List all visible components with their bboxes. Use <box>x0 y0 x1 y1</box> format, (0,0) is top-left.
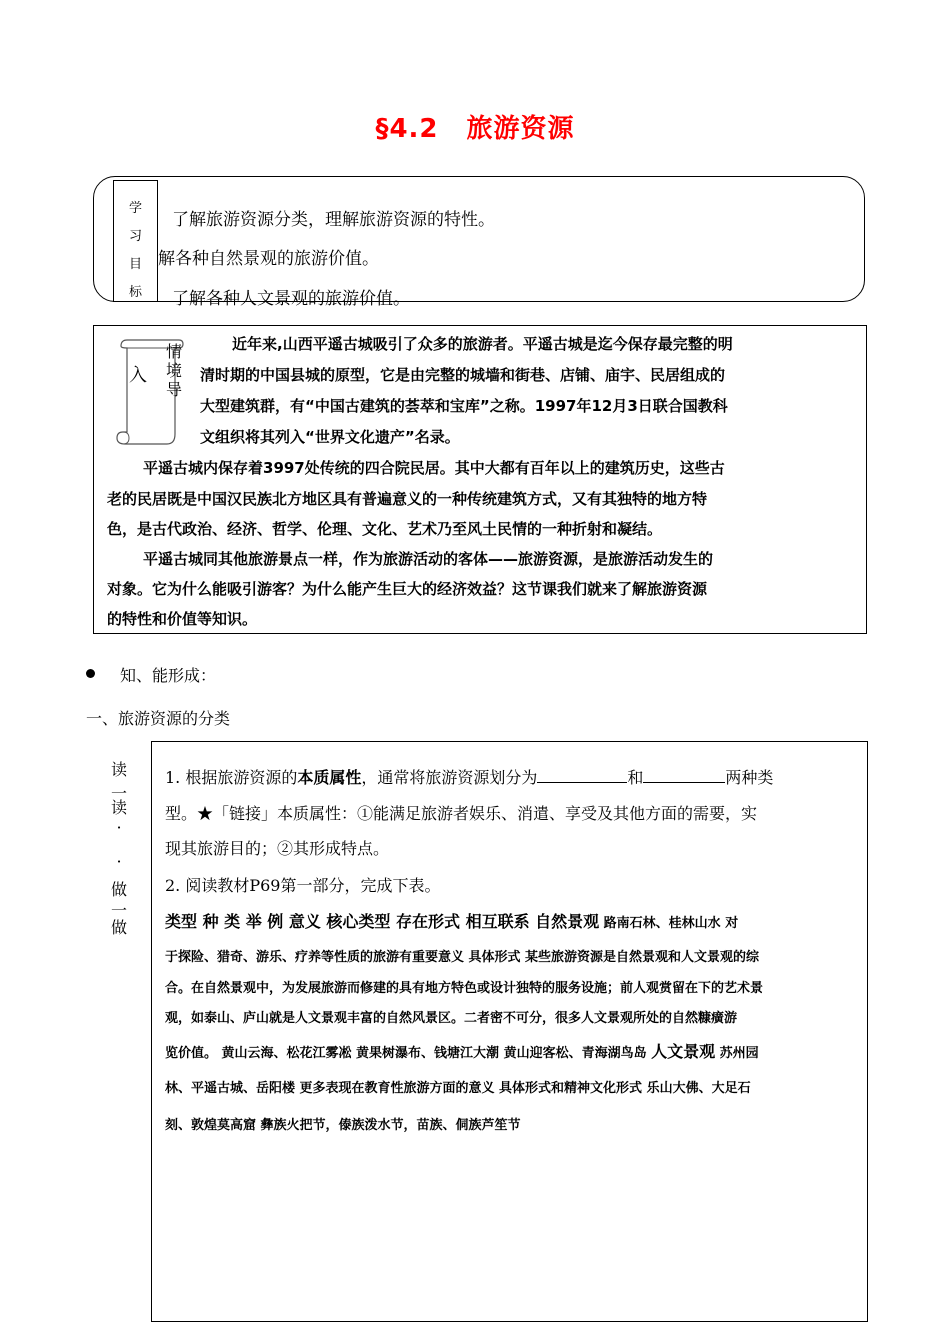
goal-item: 了解旅游资源分类，理解旅游资源的特性。 <box>172 210 495 230</box>
intro-line: 近年来,山西平遥古城吸引了众多的旅游者。平遥古城是迄今保存最完整的明 <box>232 335 733 353</box>
table-header <box>165 909 738 932</box>
table-line-emphasis: 人文景观 <box>651 1042 716 1061</box>
section-name: 旅游资源 <box>466 114 575 144</box>
intro-label-right <box>166 342 184 399</box>
intro-line: 清时期的中国县城的原型，它是由完整的城墙和街巷、店铺、庙宇、民居组成的 <box>200 366 726 384</box>
intro-label-char: 导 <box>166 380 183 399</box>
read-label-char: 一 <box>110 901 127 920</box>
answer-blank[interactable] <box>643 766 725 783</box>
question-1-bold: 本质属性 <box>297 768 362 787</box>
read-label-char: 一 <box>110 784 127 803</box>
read-label-char: · <box>116 852 122 871</box>
goals-label-char: 习 <box>128 229 142 244</box>
read-label-char: · <box>116 818 122 837</box>
read-label-char: 读 <box>110 798 127 817</box>
table-line: 观，如泰山、庐山就是人文景观丰富的自然风景区。二者密不可分，很多人文景观所处的自然糠癀游 <box>165 1011 738 1026</box>
intro-line: 平遥古城内保存着3997处传统的四合院民居。其中大都有百年以上的建筑历史，这些古 <box>143 459 725 477</box>
table-header-main: 类型 种 类 举 例 意义 核心类型 存在形式 相互联系 自然景观 <box>165 912 600 931</box>
section-heading: 一、旅游资源的分类 <box>86 709 231 728</box>
question-1-text: 1. 根据旅游资源的 <box>165 768 298 787</box>
read-label-char: 做 <box>110 880 127 899</box>
table-line-text: 览价值。 黄山云海、松花江雾凇 黄果树瀑布、钱塘江大潮 黄山迎客松、青海湖鸟岛 <box>165 1046 652 1061</box>
intro-label-char: 情 <box>166 342 183 361</box>
intro-line: 老的民居既是中国汉民族北方地区具有普遍意义的一种传统建筑方式，又有其独特的地方特 <box>107 490 708 508</box>
table-header-tail: 路南石林、桂林山水 对 <box>599 916 739 931</box>
question-1-line: 型。★「链接」本质属性：①能满足旅游者娱乐、消遣、享受及其他方面的需要，实 <box>165 804 758 823</box>
question-1-text: 和 <box>627 768 644 787</box>
read-label-char: 读 <box>110 760 127 779</box>
table-line: 于探险、猎奇、游乐、疗养等性质的旅游有重要意义 具体形式 某些旅游资源是自然景观和人文景观的综 <box>165 950 760 965</box>
question-2: 2. 阅读教材P69第一部分，完成下表。 <box>165 876 441 895</box>
intro-label-char: 境 <box>166 361 183 380</box>
answer-blank[interactable] <box>537 766 627 783</box>
bullet-icon <box>86 669 95 678</box>
read-label-char: 做 <box>110 918 127 937</box>
goals-label-char: 标 <box>128 285 142 300</box>
intro-line: 对象。它为什么能吸引游客？为什么能产生巨大的经济效益？这节课我们就来了解旅游资源 <box>107 580 708 598</box>
table-line-text: 苏州园 <box>715 1046 759 1061</box>
table-line: 合。在自然景观中，为发展旅游而修建的具有地方特色或设计独特的服务设施；前人观赏留在下的艺术景 <box>165 981 764 996</box>
goal-item: 了解各种人文景观的旅游价值。 <box>172 289 410 309</box>
intro-label-left: 入 <box>129 365 147 386</box>
learning-goals-label <box>113 180 158 302</box>
intro-line: 的特性和价值等知识。 <box>107 610 258 628</box>
intro-line: 色，是古代政治、经济、哲学、伦理、文化、艺术乃至风土民情的一种折射和凝结。 <box>107 520 663 538</box>
question-1-text: 两种类 <box>725 768 774 787</box>
page-title <box>0 108 950 145</box>
section-bullet-text: 知、能形成： <box>120 666 217 685</box>
table-line: 林、平遥古城、岳阳楼 更多表现在教育性旅游方面的意义 具体形式和精神文化形式 乐山大佛、大足石 <box>165 1081 751 1096</box>
intro-line: 文组织将其列入“世界文化遗产”名录。 <box>200 428 460 446</box>
question-1 <box>165 765 773 788</box>
goals-label-char: 学 <box>128 201 142 216</box>
question-1-line: 现其旅游目的；②其形成特点。 <box>165 839 390 858</box>
exercise-box <box>151 741 868 1322</box>
table-line <box>165 1039 759 1062</box>
question-1-text: ，通常将旅游资源划分为 <box>361 768 538 787</box>
intro-line: 大型建筑群，有“中国古建筑的荟萃和宝库”之称。1997年12月3日联合国教科 <box>200 397 728 415</box>
section-number: §4.2 <box>375 114 439 144</box>
goals-label-char: 目 <box>128 257 142 272</box>
intro-line: 平遥古城同其他旅游景点一样，作为旅游活动的客体——旅游资源，是旅游活动发生的 <box>143 550 714 568</box>
goal-item: 解各种自然景观的旅游价值。 <box>158 249 379 269</box>
table-line: 刻、敦煌莫高窟 彝族火把节，傣族泼水节，苗族、侗族芦笙节 <box>165 1118 521 1133</box>
